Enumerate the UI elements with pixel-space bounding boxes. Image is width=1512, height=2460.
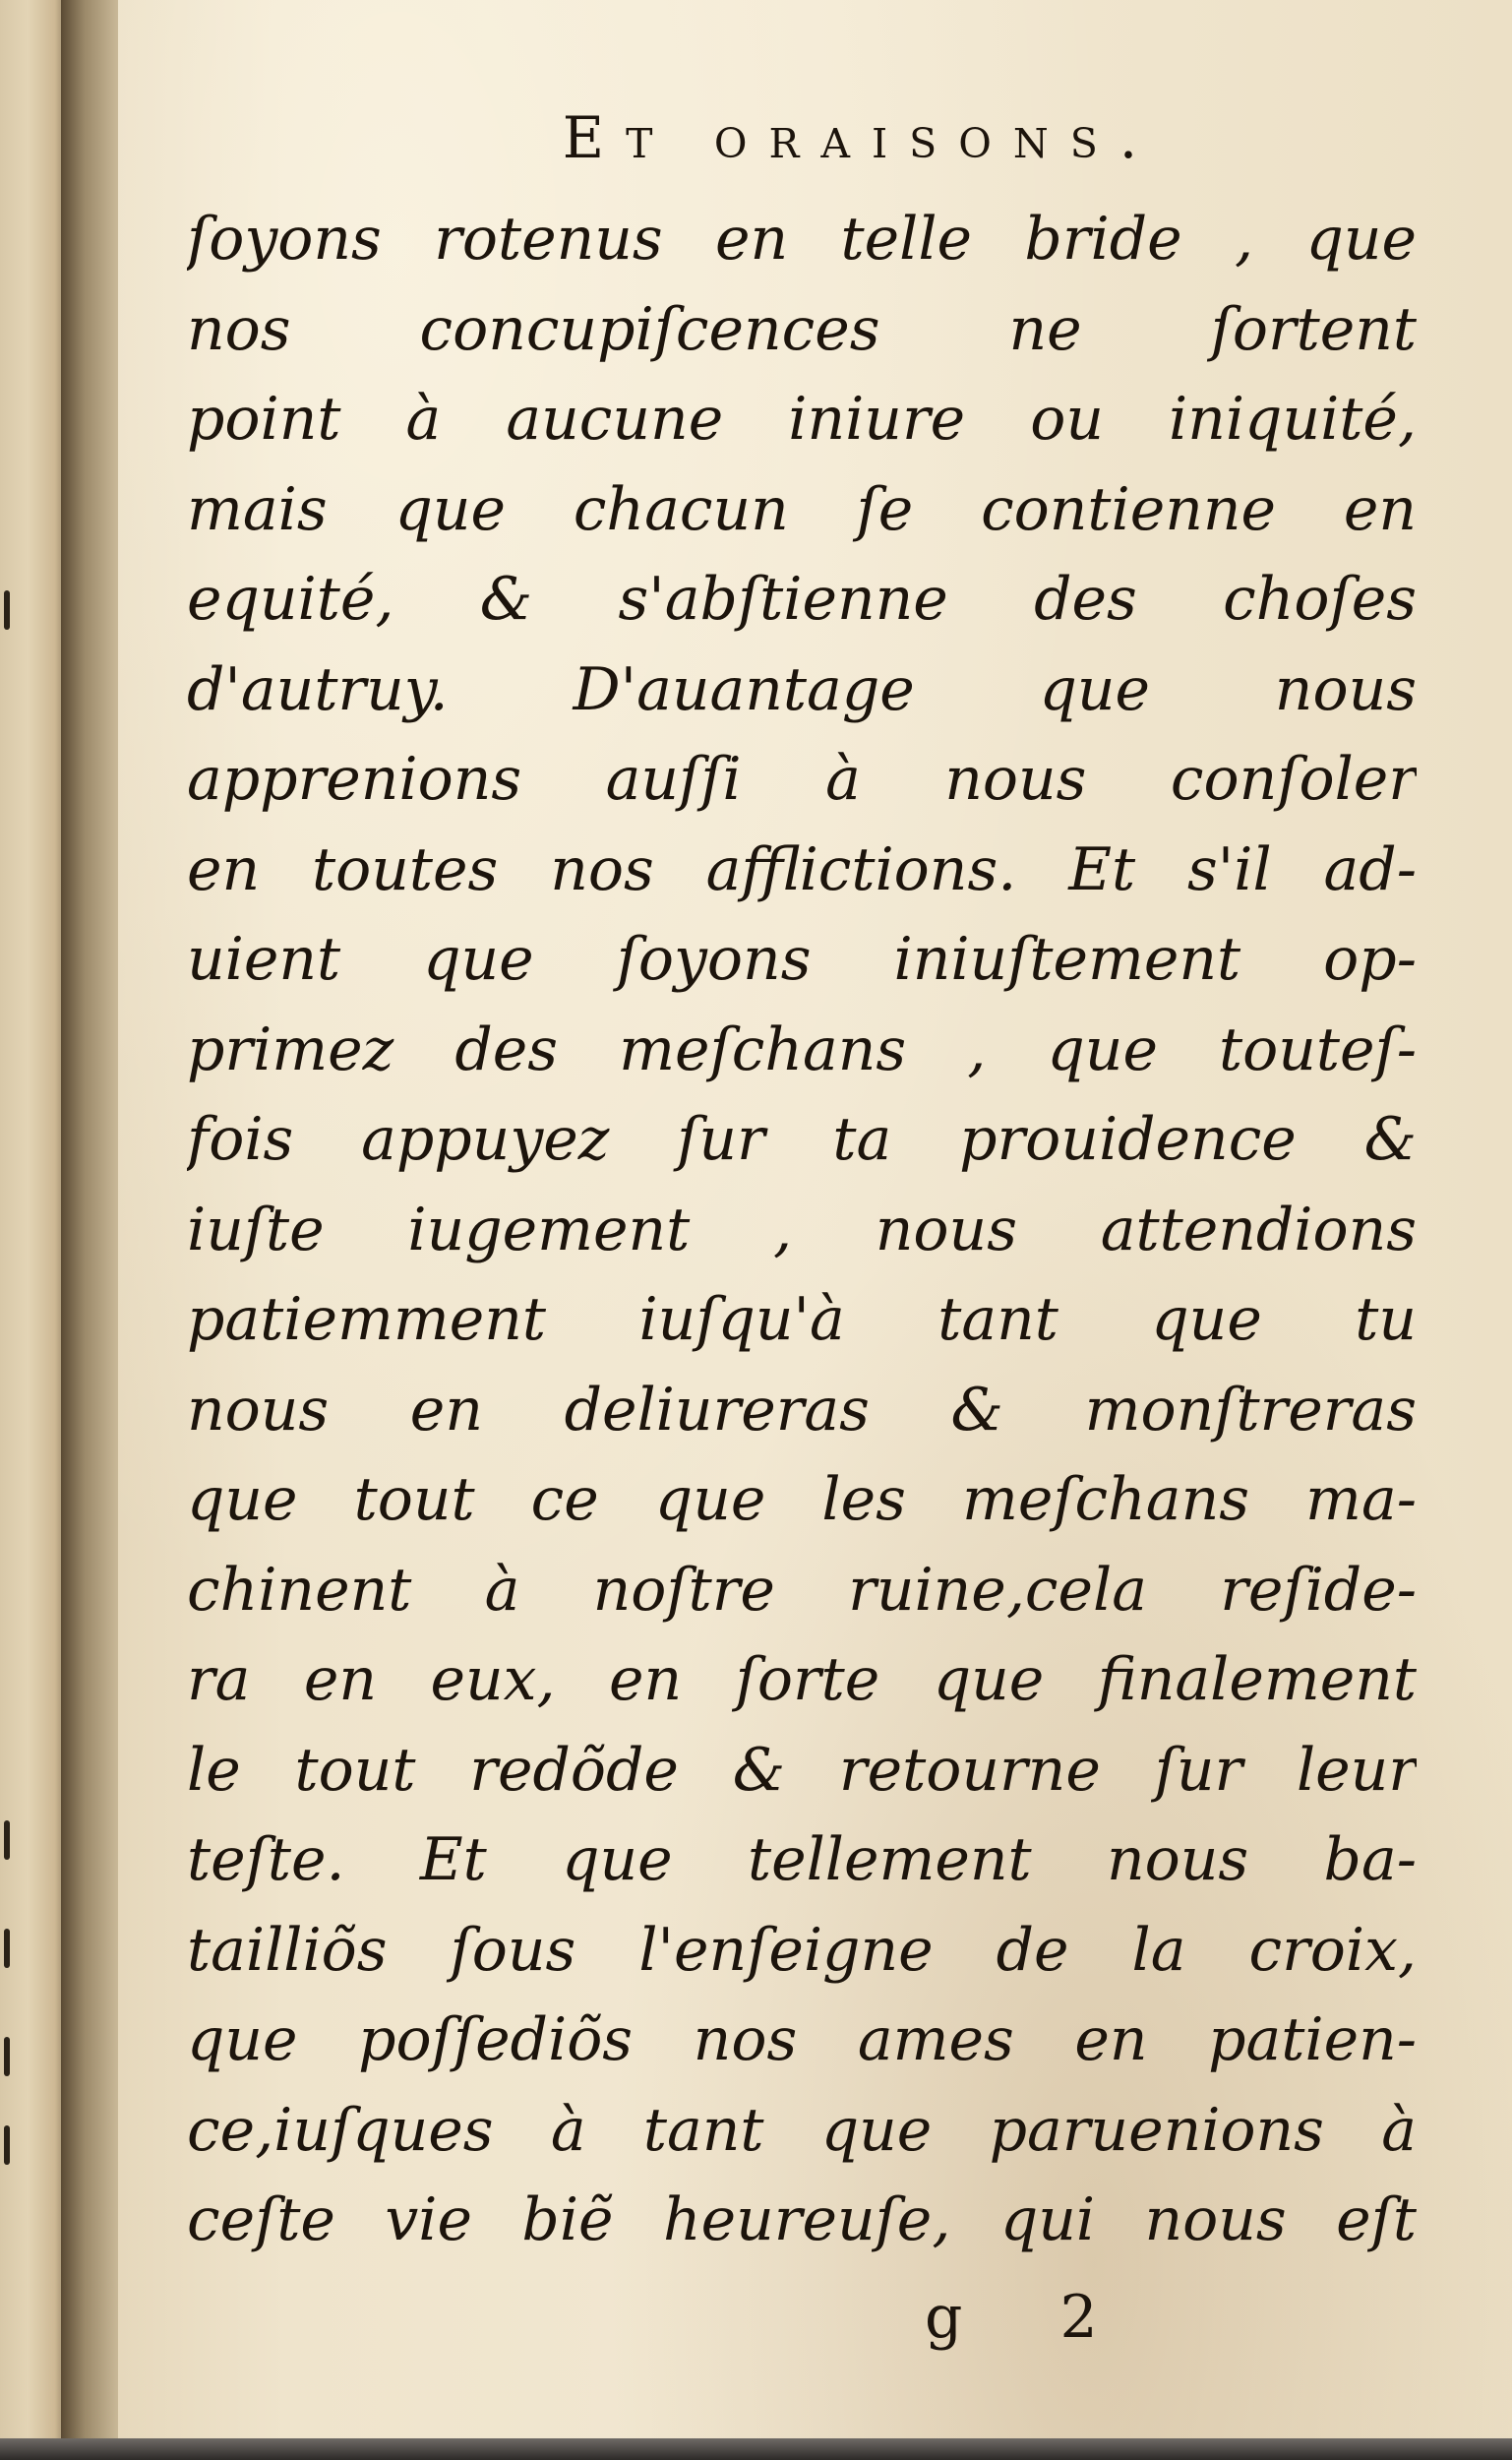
text-line: equité, & s'abſtienne des choſes [187, 565, 1417, 634]
book-page [118, 0, 1512, 2460]
bottom-edge [0, 2438, 1512, 2460]
text-line: nos concupiſcences ne ſortent [187, 294, 1417, 364]
text-line: tailliõs ſous l'enſeigne de la croix, [187, 1915, 1417, 1985]
text-line: le tout redõde & retourne ſur leur [187, 1735, 1417, 1805]
ink-mark [4, 1929, 10, 1968]
ink-mark [4, 2037, 10, 2076]
ink-mark [4, 2125, 10, 2165]
previous-page-edge [0, 0, 69, 2460]
text-line: teſte. Et que tellement nous ba- [187, 1825, 1417, 1894]
text-line: fois appuyez ſur ta prouidence & [187, 1105, 1417, 1174]
text-line: patiemment iuſqu'à tant que tu [187, 1285, 1417, 1354]
ink-mark [4, 1820, 10, 1860]
text-line: que tout ce que les meſchans ma- [187, 1465, 1417, 1534]
text-line: que poſſediõs nos ames en patien- [187, 2005, 1417, 2074]
text-lines [187, 195, 1417, 2266]
text-line: en toutes nos afflictions. Et s'il ad- [187, 834, 1417, 904]
running-head: Et oraisons. [562, 104, 1160, 171]
text-line: primez des meſchans , que touteſ- [187, 1015, 1417, 1084]
ink-mark [4, 590, 10, 630]
text-line: chinent à noſtre ruine,cela reſide- [187, 1555, 1417, 1625]
text-line: point à aucune iniure ou iniquité, [187, 385, 1417, 454]
text-line: mais que chacun ſe contienne en [187, 474, 1417, 544]
page-text [187, 98, 1417, 2266]
text-line: d'autruy. D'auantage que nous [187, 654, 1417, 724]
text-line: apprenions auſſi à nous conſoler [187, 745, 1417, 814]
text-line: ceſte vie biẽ heureuſe, qui nous eſt [187, 2185, 1417, 2254]
signature-mark: g 2 [925, 2283, 1137, 2352]
text-line: ra en eux, en ſorte que finalement [187, 1645, 1417, 1714]
text-line: uient que ſoyons iniuſtement op- [187, 925, 1417, 994]
text-line: ce,iuſques à tant que paruenions à [187, 2095, 1417, 2165]
text-line: nous en deliureras & monſtreras [187, 1375, 1417, 1445]
text-line: ſoyons rotenus en telle bride , que [187, 205, 1417, 274]
text-line: iuſte iugement , nous attendions [187, 1195, 1417, 1264]
